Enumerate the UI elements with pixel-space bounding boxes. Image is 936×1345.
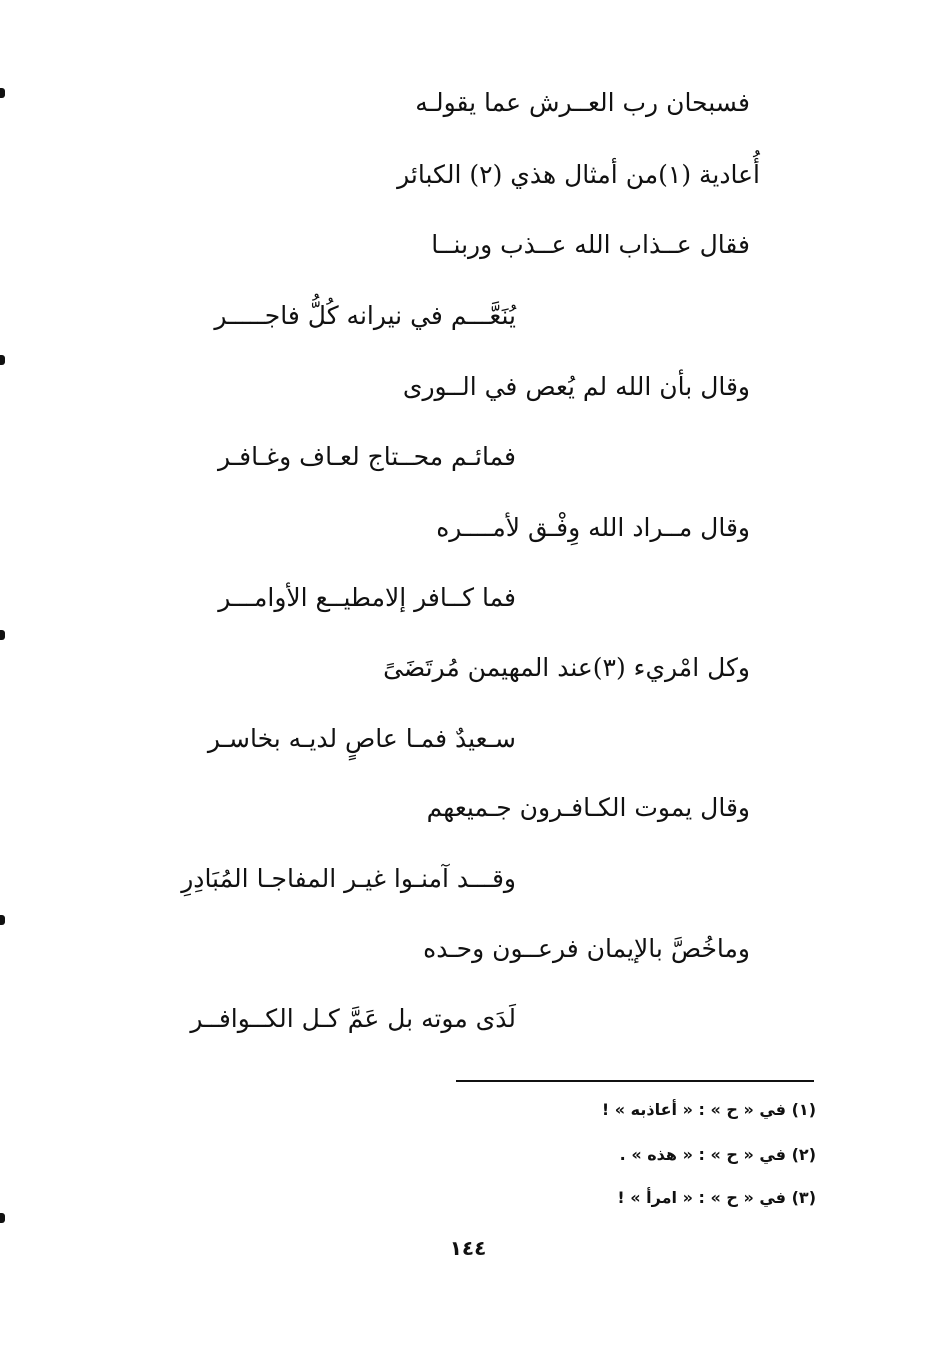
footnote: (٣) في « ح » : « امرأ » ! (617, 1188, 816, 1207)
page-number: ١٤٤ (449, 1236, 487, 1260)
verse-second-hemistich: يُنَعَّـــم في نيرانه كُلُّ فاجـــــر (214, 301, 516, 330)
verse-second-hemistich: وقـــد آمنـوا غيـر المفاجـا المُبَادِرِ (181, 864, 516, 893)
footnote-separator (456, 1080, 814, 1082)
verse-second-hemistich: فما كــافر إلامطيــع الأوامـــر (218, 583, 516, 612)
verse-first-hemistich: وقال مــراد الله وِفْـق لأمــــره (436, 513, 750, 542)
verse-second-hemistich: سـعيدٌ فمـا عاصٍ لديـه بخاسـر (207, 724, 516, 753)
scan-edge-mark (0, 915, 5, 925)
verse-second-hemistich: لَدَى موته بل عَمَّ كـل الكــوافــر (190, 1004, 516, 1033)
scan-edge-mark (0, 355, 5, 365)
verse-first-hemistich: وقال بأن الله لم يُعص في الــورى (402, 372, 750, 401)
scan-edge-mark (0, 1213, 5, 1223)
verse-second-hemistich: أُعادية (١)من أمثال هذي (٢) الكبائر (397, 160, 760, 189)
scan-edge-mark (0, 630, 5, 640)
verse-first-hemistich: وكل امْريء (٣)عند المهيمن مُرتَضَىً (383, 653, 750, 682)
verse-first-hemistich: فقال عــذاب الله عــذب وربنــا (431, 230, 750, 259)
footnote: (١) في « ح » : « أعاذبه » ! (601, 1100, 816, 1119)
footnote: (٢) في « ح » : « هذه » . (619, 1145, 816, 1164)
verse-first-hemistich: فسبحان رب العــرش عما يقولـه (415, 88, 750, 117)
verse-first-hemistich: وقال يموت الكـافـرون جـميعهم (426, 793, 750, 822)
scan-edge-mark (0, 88, 5, 98)
verse-first-hemistich: وماخُصَّ بالإيمان فرعــون وحـده (423, 934, 750, 963)
verse-second-hemistich: فمائـم محــتاج لعـاف وغـافـر (218, 442, 516, 471)
